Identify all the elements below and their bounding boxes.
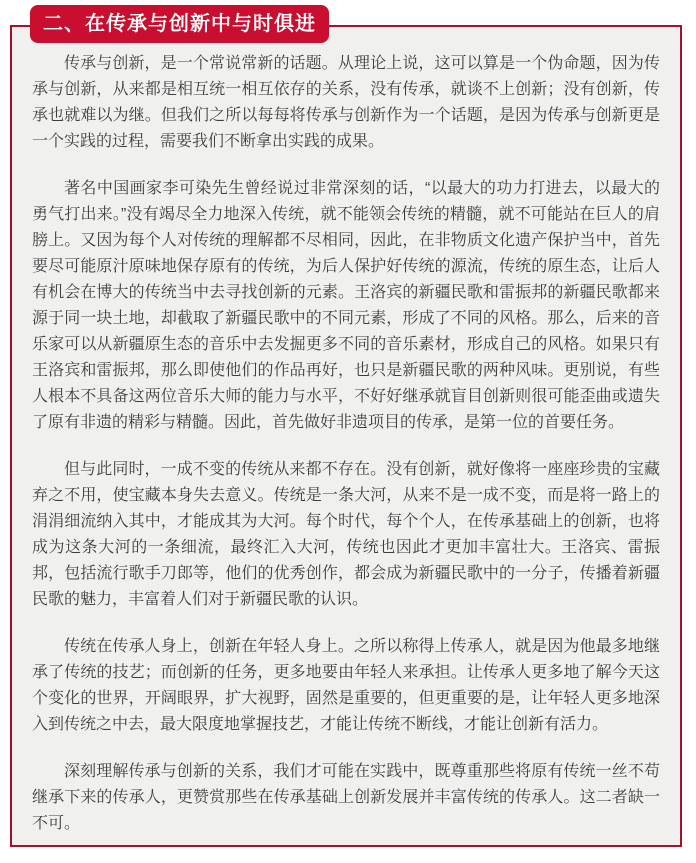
section-title-badge xyxy=(30,5,329,43)
article-body xyxy=(12,27,680,837)
paragraph-5: 深刻理解传承与创新的关系，我们才可能在实践中，既尊重那些将原有传统一丝不苟继承下来的传承人，更赞赏那些在传承基础上创新发展并丰富传统的传承人。这二者缺一不可。 xyxy=(32,763,660,832)
section-title: 二、在传承与创新中与时俱进 xyxy=(43,13,316,35)
paragraph-4: 传统在传承人身上，创新在年轻人身上。之所以称得上传承人，就是因为他最多地继承了传统的技艺；而创新的任务，更多地要由年轻人来承担。让传承人更多地了解今天这个变化的世界，开阔眼界，扩大视野，固然是重要的，但更重要的是，让年轻人更多地深入到传统之中去，最大限度地掌握技艺，才能让传统不断线，才能让创新有活力。 xyxy=(32,638,660,733)
paragraph-3: 但与此同时，一成不变的传统从来都不存在。没有创新，就好像将一座座珍贵的宝藏弃之不用，使宝藏本身失去意义。传统是一条大河，从来不是一成不变，而是将一路上的涓涓细流纳入其中，才能成其为大河。每个时代，每个个人，在传承基础上的创新，也将成为这条大河的一条细流，最终汇入大河，传统也因此才更加丰富壮大。王洛宾、雷振邦，包括流行歌手刀郎等，他们的优秀创作，都会成为新疆民歌中的一分子，传播着新疆民歌的魅力，丰富着人们对于新疆民歌的认识。 xyxy=(32,461,660,608)
paragraph-1: 传承与创新，是一个常说常新的话题。从理论上说，这可以算是一个伪命题，因为传承与创新，从来都是相互统一相互依存的关系，没有传承，就谈不上创新；没有创新，传承也就难以为继。但我们之所以每每将传承与创新作为一个话题，是因为传承与创新更是一个实践的过程，需要我们不断拿出实践的成果。 xyxy=(32,55,660,150)
paragraph-2: 著名中国画家李可染先生曾经说过非常深刻的话，“以最大的功力打进去，以最大的勇气打出来。”没有竭尽全力地深入传统，就不能领会传统的精髓，就不可能站在巨人的肩膀上。又因为每个人对传统的理解都不尽相同，因此，在非物质文化遗产保护当中，首先要尽可能原汁原味地保存原有的传统，为后人保护好传统的源流，传统的原生态，让后人有机会在博大的传统当中去寻找创新的元素。王洛宾的新疆民歌和雷振邦的新疆民歌都来源于同一块土地，却截取了新疆民歌中的不同元素，形成了不同的风格。那么，后来的音乐家可以从新疆原生态的音乐中去发掘更多不同的音乐素材，形成自己的风格。如果只有王洛宾和雷振邦，那么即使他们的作品再好，也只是新疆民歌的两种风味。更别说，有些人根本不具备这两位音乐大师的能力与水平，不好好继承就盲目创新则很可能歪曲或遗失了原有非遗的精彩与精髓。因此，首先做好非遗项目的传承，是第一位的首要任务。 xyxy=(32,180,660,431)
content-panel xyxy=(10,25,682,847)
